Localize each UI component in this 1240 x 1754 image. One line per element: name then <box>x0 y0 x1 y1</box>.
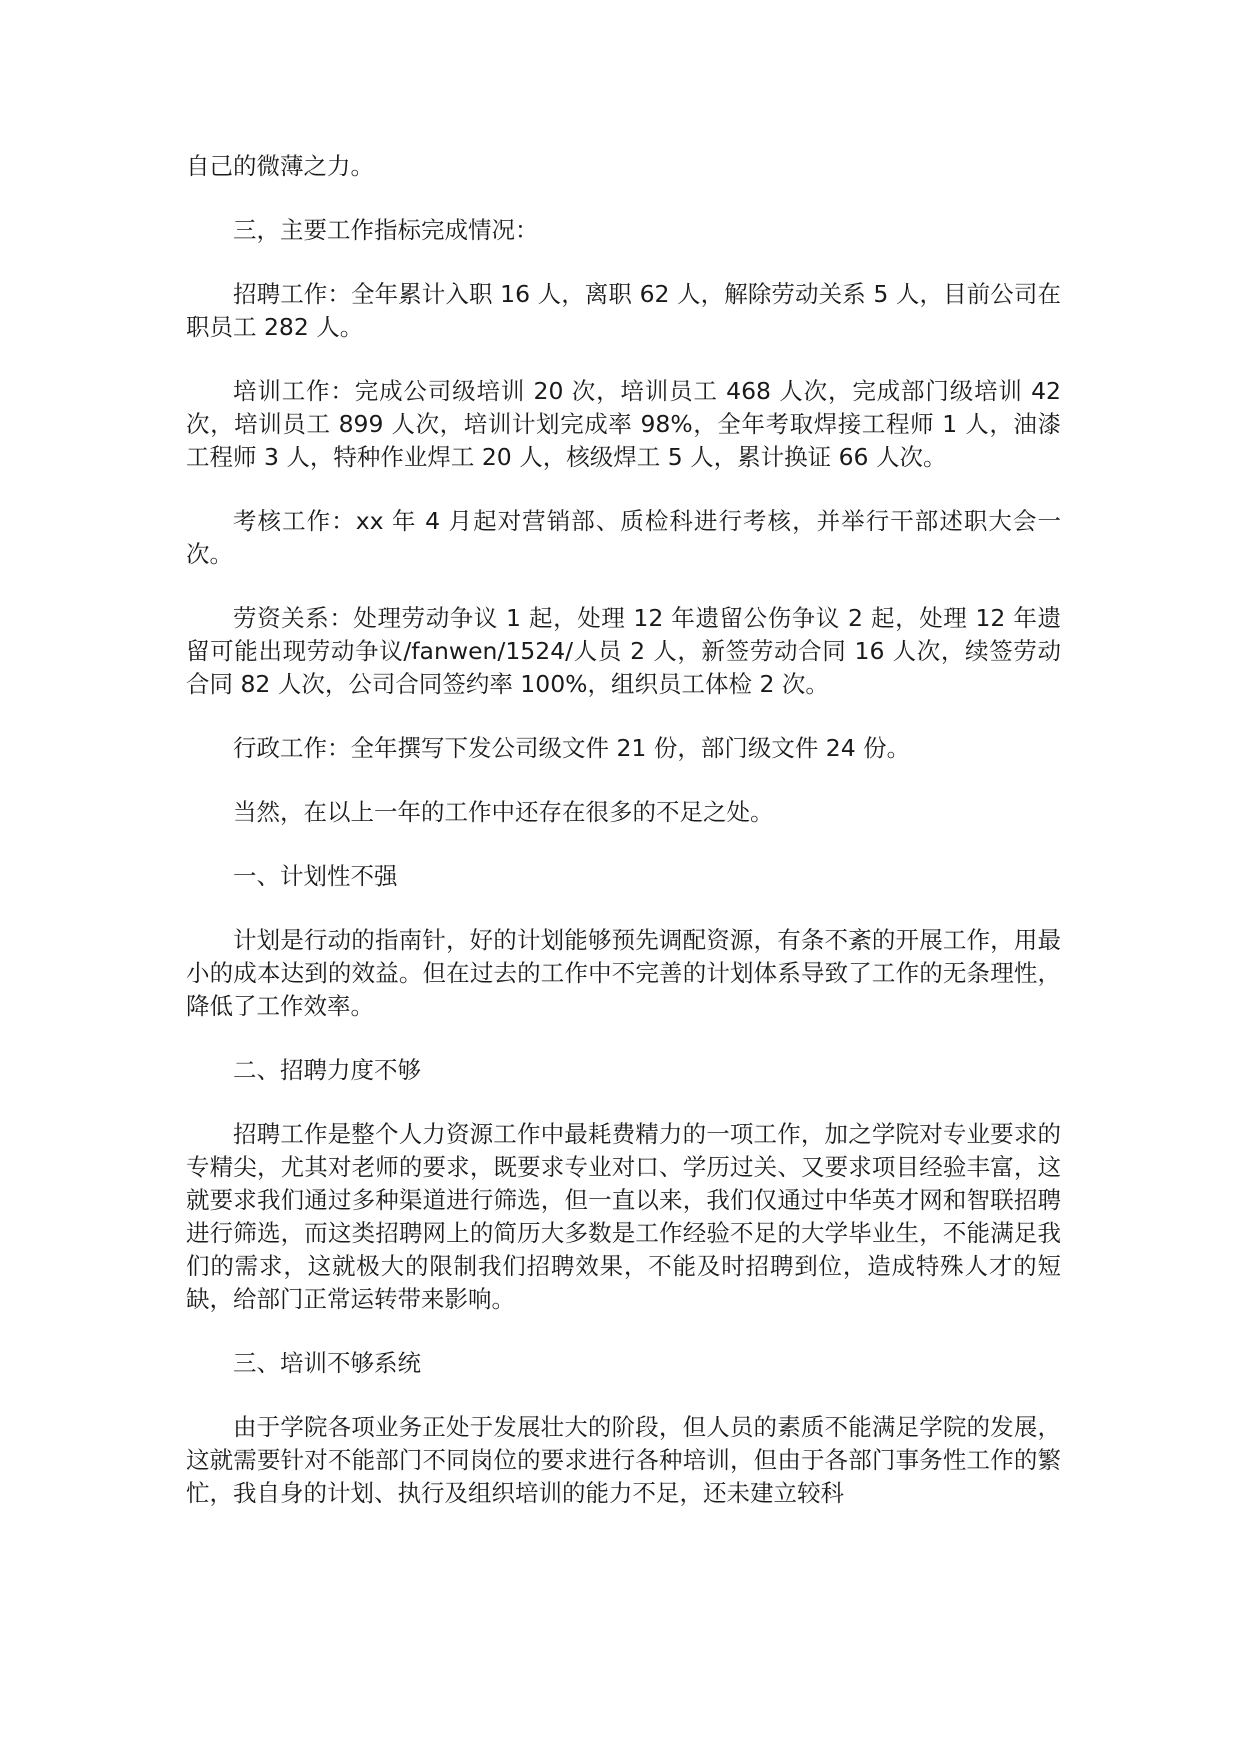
document-page <box>186 150 1061 1541</box>
heading-recruitment-effort: 二、招聘力度不够 <box>233 1056 421 1084</box>
heading-weak-planning: 一、计划性不强 <box>233 862 398 890</box>
paragraph-recruitment-issues: 招聘工作是整个人力资源工作中最耗费精力的一项工作，加之学院对专业要求的专精尖，尤其对老师的要求，既要求专业对口、学历过关、又要求项目经验丰富，这就要求我们通过多种渠道进行筛选，但一直以来，我们仅通过中华英才网和智联招聘进行筛选，而这类招聘网上的简历大多数是工作经验不足的大学毕业生，不能满足我们的需求，这就极大的限制我们招聘效果，不能及时招聘到位，造成特殊人才的短缺，给部门正常运转带来影响。 <box>186 1120 1061 1313</box>
paragraph-labor-relations: 劳资关系：处理劳动争议 1 起，处理 12 年遗留公伤争议 2 起，处理 12 年遗留可能出现劳动争议/fanwen/1524/人员 2 人，新签劳动合同 16 人次，续签劳动合同 82 人次，公司合同签约率 100%，组织员工体检 2 次。 <box>186 604 1061 698</box>
paragraph-administration: 行政工作：全年撰写下发公司级文件 21 份，部门级文件 24 份。 <box>233 734 911 762</box>
paragraph-recruitment: 招聘工作：全年累计入职 16 人，离职 62 人，解除劳动关系 5 人，目前公司在职员工 282 人。 <box>186 280 1061 341</box>
paragraph-training-issues: 由于学院各项业务正处于发展壮大的阶段，但人员的素质不能满足学院的发展，这就需要针对不能部门不同岗位的要求进行各种培训，但由于各部门事务性工作的繁忙，我自身的计划、执行及组织培训的能力不足，还未建立较科 <box>186 1413 1061 1507</box>
paragraph-continuation: 自己的微薄之力。 <box>186 152 374 180</box>
section-heading-main-indicators: 三，主要工作指标完成情况： <box>233 216 539 244</box>
paragraph-shortcomings-intro: 当然，在以上一年的工作中还存在很多的不足之处。 <box>233 798 774 826</box>
heading-training-system: 三、培训不够系统 <box>233 1349 421 1377</box>
paragraph-training: 培训工作：完成公司级培训 20 次，培训员工 468 人次，完成部门级培训 42 次，培训员工 899 人次，培训计划完成率 98%，全年考取焊接工程师 1 人，油漆工程师 3 人，特种作业焊工 20 人，核级焊工 5 人，累计换证 66 人次。 <box>186 377 1061 471</box>
paragraph-assessment: 考核工作：xx 年 4 月起对营销部、质检科进行考核，并举行干部述职大会一次。 <box>186 507 1061 568</box>
paragraph-planning: 计划是行动的指南针，好的计划能够预先调配资源，有条不紊的开展工作，用最小的成本达到的效益。但在过去的工作中不完善的计划体系导致了工作的无条理性，降低了工作效率。 <box>186 926 1061 1020</box>
